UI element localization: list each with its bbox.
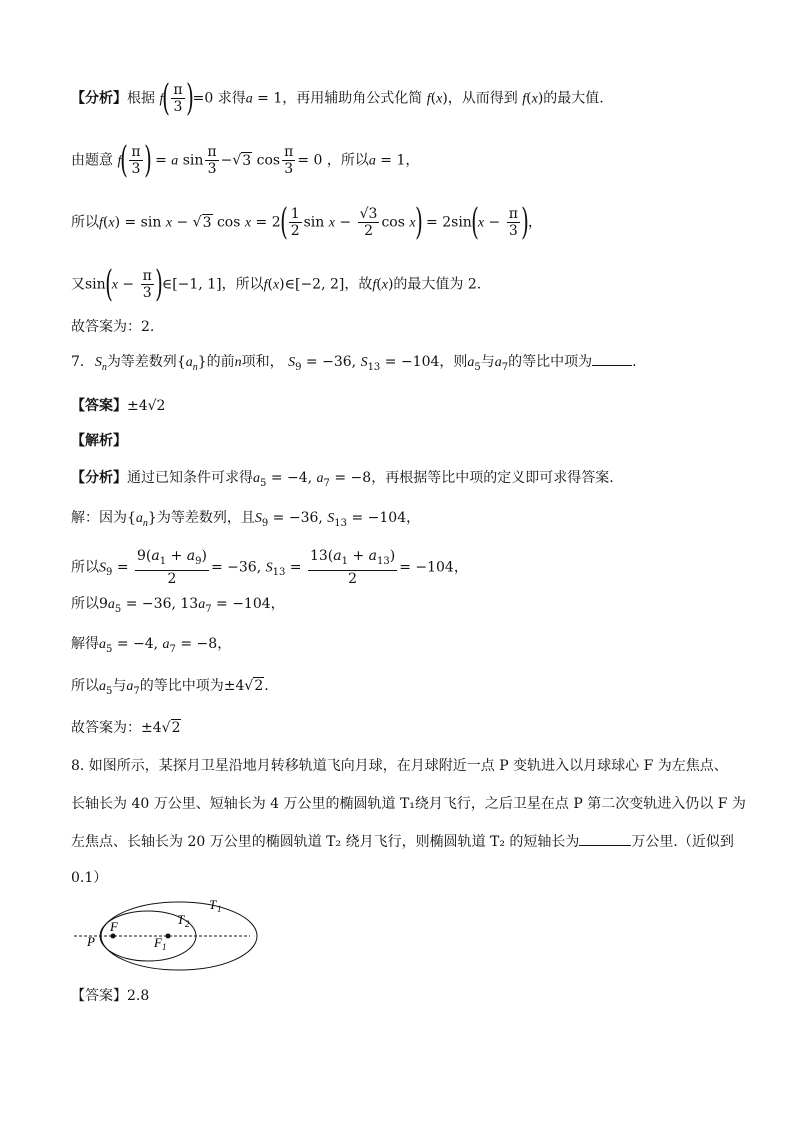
answer-blank [579, 845, 631, 846]
label-T2-sub: 2 [185, 919, 190, 929]
text: 的等比中项为 [508, 354, 593, 370]
text: 通过已知条件可求得 [127, 470, 253, 486]
text: 7. [71, 354, 85, 370]
text: 为等差数列 [106, 354, 177, 370]
solution-7-1: 解：因为$\{a_n\}$为等差数列，且$S_9 = -36$, $S_{13} = -104$， [71, 510, 421, 529]
final-answer-7: 故答案为：±4√2 [71, 720, 181, 736]
text: ，再用辅助角公式化简 [282, 90, 423, 107]
label-T1: T [209, 897, 217, 912]
answer-8: 【答案】2.8 [71, 988, 150, 1004]
text: 解得 [71, 636, 99, 652]
label-T2: T [177, 912, 185, 927]
analysis-label: 【分析】 [71, 90, 127, 107]
text: 的最大值为 2. [393, 276, 482, 293]
answer-6: 故答案为：2. [71, 319, 155, 335]
text: 左焦点、长轴长为 20 万公里的椭圆轨道 T₂ 绕月飞行，则椭圆轨道 T₂ 的短轴长为 [71, 834, 580, 850]
point-F [111, 934, 116, 939]
text: 故答案为： [71, 720, 141, 736]
answer-7 [71, 396, 165, 416]
text: 所以 [71, 596, 99, 612]
analysis-label: 【分析】 [71, 470, 127, 486]
solution-7-4: 解得$a_5 = -4$, $a_7 = -8$， [71, 636, 232, 655]
answer-value: ±4√2 [127, 398, 166, 414]
text: 的前 [206, 354, 235, 370]
analysis-line-6: 【分析】根据 f( $\frac{\pi}{3}$ )=0 求得a = 1，再用辅助角公式化简 f(x)，从而得到 f(x)的最大值. [71, 77, 604, 119]
ellipse-figure [72, 893, 272, 983]
derive-line-2: 所以f(x) = sin x − √3 cos x = 2( $\frac{1}{2}$ sin x − $\frac{√3}{2}$ cos x) = 2sin(x − $\frac{\pi}{3}$ )， [71, 201, 542, 243]
label-F: F [110, 919, 118, 934]
text: 项和， [241, 354, 284, 370]
question-8-line-4: 0.1） [71, 870, 108, 886]
text: ，故 [344, 276, 373, 293]
jiexi-label: 【解析】 [71, 433, 127, 449]
label-T1-sub: 1 [217, 904, 222, 914]
text: . [632, 354, 637, 370]
text: 万公里.（近似到 [631, 834, 734, 850]
analysis-7: 【分析】通过已知条件可求得$a_5 = -4$, $a_7 = -8$，再根据等比中项的定义即可求得答案. [71, 470, 614, 489]
text: 与 [480, 354, 495, 370]
text: ，从而得到 [447, 90, 518, 107]
answer-label: 【答案】 [71, 398, 127, 414]
text: ，再根据等比中项的定义即可求得答案. [371, 470, 614, 486]
label-F1: F [154, 935, 162, 950]
text: 根据 [127, 90, 155, 107]
text: 所以 [71, 214, 99, 231]
solution-7-2: 所以$S_9$ = $\frac{9(a_1 + a_9)}{2}$ = −36, $S_{13}$ = $\frac{13(a_1 + a_{13})}{2}$ = −104， [71, 548, 468, 587]
point-F1 [166, 934, 171, 939]
derive-line-3: 又sin(x − $\frac{\pi}{3}$ )∈[−1, 1]，所以f(x)∈[−2, 2]，故f(x)的最大值为 2. [71, 263, 482, 305]
derive-line-1: 由题意 f( $\frac{\pi}{3}$ ) = a sin $\frac{\pi}{3}$ −√3 cos $\frac{\pi}{3}$ = 0 ，所以a = 1， [71, 139, 420, 181]
text: ，所以 [326, 152, 369, 169]
question-8-line-2: 长轴长为 40 万公里、短轴长为 4 万公里的椭圆轨道 T₁绕月飞行，之后卫星在点 P 第二次变轨进入仍以 F 为 [71, 796, 746, 812]
text: 又 [71, 276, 85, 293]
text: 由题意 [71, 152, 113, 169]
text: 的最大值. [543, 90, 604, 107]
text: 所以 [71, 678, 99, 694]
label-P: P [87, 934, 95, 949]
label-F1-sub: 1 [162, 942, 167, 952]
text: 为等差数列，且 [156, 510, 255, 526]
solution-7-5: 所以$a_5$与$a_7$的等比中项为±4√2. [71, 678, 269, 697]
text: 所以 [71, 559, 99, 576]
solution-7-3: 所以$9a_5 = -36$, $13a_7 = -104$， [71, 596, 285, 615]
text: 与 [112, 678, 127, 694]
question-7: 7. $S_n$为等差数列$\{a_n\}$的前n项和， $S_9 = -36$, $S_{13} = -104$，则$a_5$与$a_7$的等比中项为 . [71, 354, 637, 373]
text: 的等比中项为 [139, 678, 224, 694]
answer-blank [592, 365, 632, 366]
text: 解：因为 [71, 510, 127, 526]
question-8-line-1: 8. 如图所示，某探月卫星沿地月转移轨道飞向月球，在月球附近一点 P 变轨进入以月球球心 F 为左焦点、 [71, 758, 728, 774]
text: ，则 [439, 354, 468, 370]
text: 求得 [217, 90, 246, 107]
text: ，所以 [221, 276, 264, 293]
question-8-line-3 [71, 832, 734, 852]
